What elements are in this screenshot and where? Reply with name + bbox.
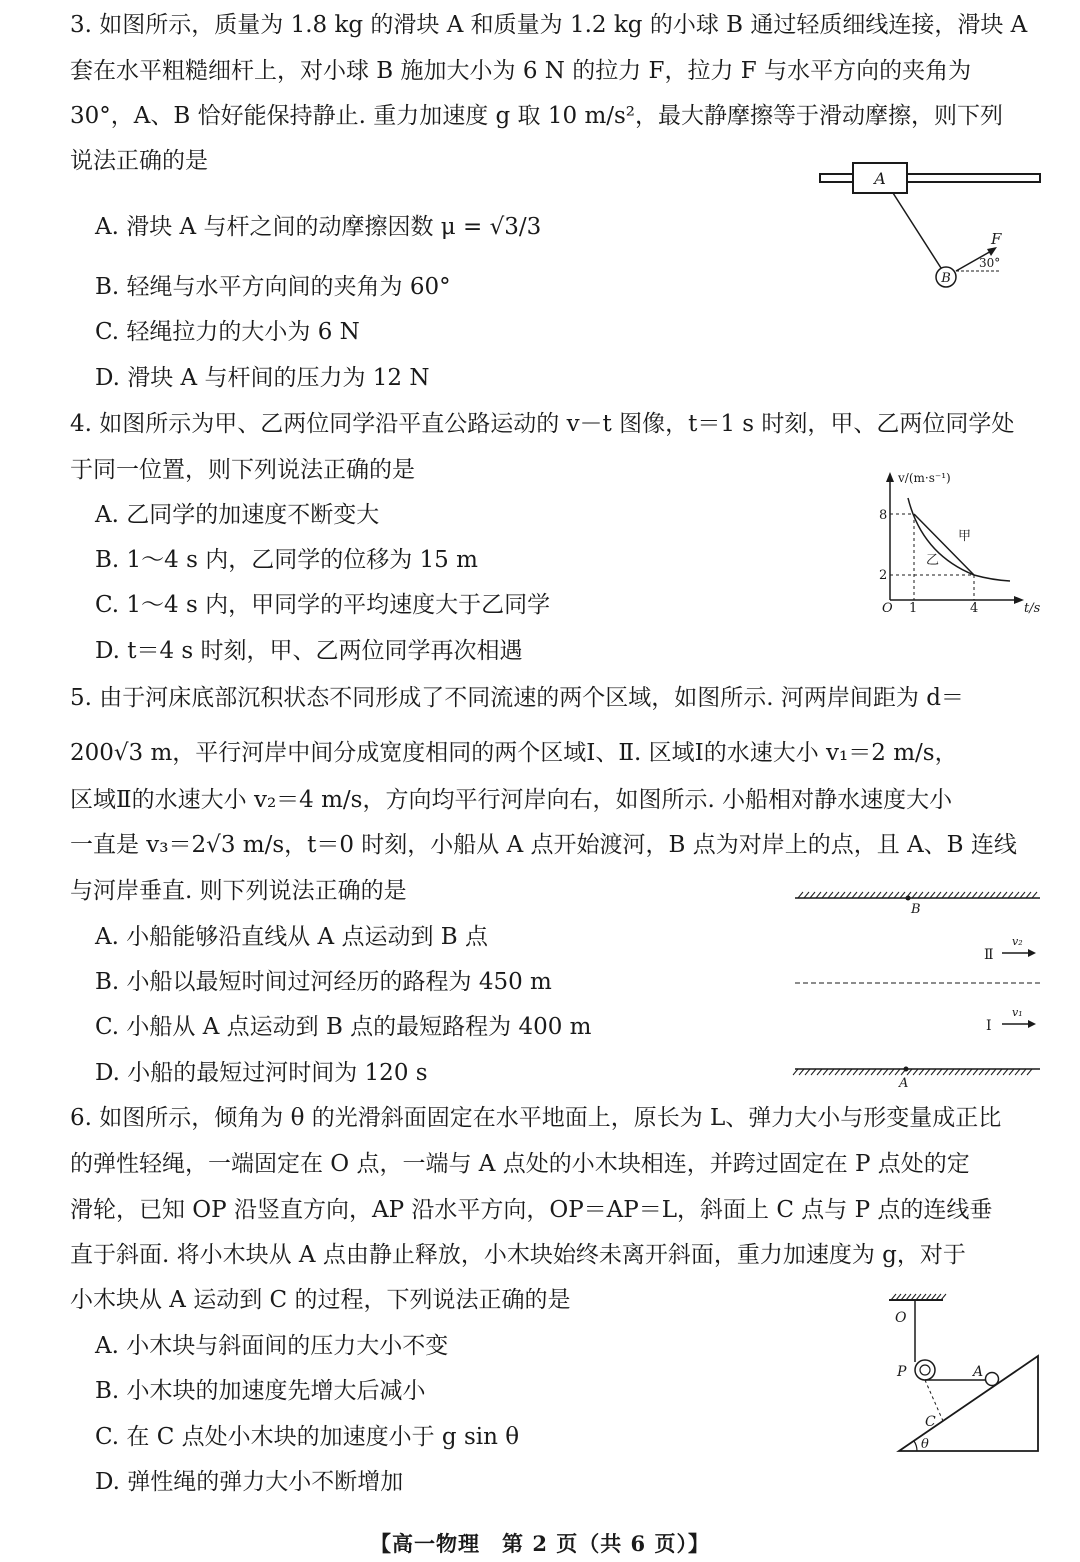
q5-stem-line-4: 一直是 v₃＝2√3 m/s，t＝0 时刻，小船从 A 点开始渡河，B 点为对岸上的点，且 A、B 连线: [70, 832, 1017, 858]
hatch-mark: [1026, 892, 1031, 898]
q5-stem-line-5: 与河岸垂直. 则下列说法正确的是: [70, 878, 407, 904]
q4-option-a: A. 乙同学的加速度不断变大: [95, 502, 380, 528]
hatch-mark: [877, 1069, 882, 1075]
q6-option-a: A. 小木块与斜面间的压力大小不变: [95, 1333, 449, 1359]
q5-river-figure: [790, 880, 1050, 1092]
hatch-mark: [930, 892, 935, 898]
hatch-mark: [810, 892, 815, 898]
q6-stem-line-1: 6. 如图所示，倾角为 θ 的光滑斜面固定在水平地面上，原长为 L、弹力大小与形变量成正比: [70, 1105, 1002, 1131]
q4-label-yi: 乙: [926, 553, 940, 568]
q3-label-b: B: [941, 271, 951, 286]
q4-option-c: C. 1～4 s 内，甲同学的平均速度大于乙同学: [95, 592, 551, 618]
hatch-mark: [997, 1069, 1002, 1075]
q5-stem-line-2: 200√3 m，平行河岸中间分成宽度相同的两个区域Ⅰ、Ⅱ. 区域Ⅰ的水速大小 v₁＝2 m/s，: [70, 740, 958, 766]
hatch-mark: [979, 1069, 984, 1075]
hatch-mark: [936, 892, 941, 898]
q4-vt-graph: [870, 462, 1050, 617]
hatch-mark: [900, 892, 905, 898]
hatch-mark: [835, 1069, 840, 1075]
hatch-mark: [876, 892, 881, 898]
q6-stem-line-4: 直于斜面. 将小木块从 A 点由静止释放，小木块始终未离开斜面，重力加速度为 g，对于: [70, 1242, 966, 1268]
q3-label-f: F: [991, 230, 1002, 248]
hatch-mark: [883, 1069, 888, 1075]
q3-stem-line-4: 说法正确的是: [70, 148, 208, 174]
q6-option-b: B. 小木块的加速度先增大后减小: [95, 1378, 426, 1404]
hatch-mark: [1020, 892, 1025, 898]
q4-stem-line-2: 于同一位置，则下列说法正确的是: [70, 457, 415, 483]
q4-origin: O: [882, 601, 893, 616]
q3-string: [893, 193, 941, 268]
hatch-mark: [823, 1069, 828, 1075]
hatch-mark: [967, 1069, 972, 1075]
q3-figure: [815, 155, 1045, 295]
hatch-mark: [871, 1069, 876, 1075]
q5-stem-line-3: 区域Ⅱ的水速大小 v₂＝4 m/s，方向均平行河岸向右，如图所示. 小船相对静水速度大小: [70, 787, 953, 813]
hatch-mark: [889, 1069, 894, 1075]
q5-label-a: A: [899, 1076, 909, 1091]
q5-v1-arrowhead: [1028, 1020, 1036, 1028]
hatch-mark: [828, 892, 833, 898]
q3-stem-line-2: 套在水平粗糙细杆上，对小球 B 施加大小为 6 N 的拉力 F，拉力 F 与水平方向的夹角为: [70, 58, 972, 84]
q3-option-c: C. 轻绳拉力的大小为 6 N: [95, 319, 360, 345]
q4-y-label: v/(m·s⁻¹): [898, 471, 951, 485]
hatch-mark: [990, 892, 995, 898]
hatch-mark: [829, 1069, 834, 1075]
q4-tick-4: 4: [970, 601, 979, 616]
hatch-mark: [859, 1069, 864, 1075]
hatch-mark: [984, 892, 989, 898]
hatch-mark: [941, 1294, 946, 1300]
q5-label-b: B: [911, 902, 921, 917]
q3-label-angle: 30°: [979, 256, 1001, 270]
hatch-mark: [1015, 1069, 1020, 1075]
hatch-mark: [912, 892, 917, 898]
hatch-mark: [978, 892, 983, 898]
q3-stem-line-3: 30°，A、B 恰好能保持静止. 重力加速度 g 取 10 m/s²，最大静摩擦等于滑动摩擦，则下列: [70, 103, 1004, 129]
hatch-mark: [955, 1069, 960, 1075]
q5-zone-1-label: Ⅰ: [986, 1018, 992, 1034]
hatch-mark: [942, 892, 947, 898]
q6-stem-line-3: 滑轮，已知 OP 沿竖直方向，AP 沿水平方向，OP＝AP＝L，斜面上 C 点与 P 点的连线垂: [70, 1197, 993, 1223]
hatch-mark: [949, 1069, 954, 1075]
q6-label-o: O: [895, 1310, 907, 1326]
q6-angle-arc: [914, 1441, 917, 1451]
hatch-mark: [870, 892, 875, 898]
q6-label-c: C: [925, 1414, 936, 1430]
hatch-mark: [931, 1069, 936, 1075]
hatch-mark: [864, 892, 869, 898]
page-footer: 【高一物理 第 2 页（共 6 页）】: [370, 1531, 710, 1556]
q5-option-b: B. 小船以最短时间过河经历的路程为 450 m: [95, 969, 552, 995]
hatch-mark: [822, 892, 827, 898]
hatch-mark: [913, 1069, 918, 1075]
q5-near-bank: [793, 1069, 1040, 1075]
hatch-mark: [846, 892, 851, 898]
hatch-mark: [966, 892, 971, 898]
hatch-mark: [858, 892, 863, 898]
q5-v2-label: v₂: [1012, 935, 1023, 948]
q4-x-axis-arrow: [1014, 596, 1024, 604]
q5-option-d: D. 小船的最短过河时间为 120 s: [95, 1060, 428, 1086]
q5-point-a: [904, 1067, 909, 1072]
hatch-mark: [817, 1069, 822, 1075]
hatch-mark: [937, 1069, 942, 1075]
hatch-mark: [841, 1069, 846, 1075]
hatch-mark: [804, 892, 809, 898]
q6-label-p: P: [897, 1364, 907, 1380]
hatch-mark: [985, 1069, 990, 1075]
q6-pulley: [915, 1360, 935, 1380]
q5-option-c: C. 小船从 A 点运动到 B 点的最短路程为 400 m: [95, 1014, 592, 1040]
hatch-mark: [925, 1069, 930, 1075]
hatch-mark: [1009, 1069, 1014, 1075]
q5-zone-2-label: Ⅱ: [984, 947, 994, 963]
q5-v1-label: v₁: [1012, 1006, 1023, 1019]
q4-x-label: t/s: [1024, 601, 1041, 616]
hatch-mark: [894, 892, 899, 898]
hatch-mark: [918, 892, 923, 898]
hatch-mark: [973, 1069, 978, 1075]
q5-option-a: A. 小船能够沿直线从 A 点运动到 B 点: [95, 924, 488, 950]
hatch-mark: [840, 892, 845, 898]
q6-option-c: C. 在 C 点处小木块的加速度小于 g sin θ: [95, 1424, 520, 1450]
hatch-mark: [1032, 892, 1037, 898]
q4-y-axis-arrow: [886, 472, 894, 482]
hatch-mark: [1002, 892, 1007, 898]
hatch-mark: [948, 892, 953, 898]
hatch-mark: [853, 1069, 858, 1075]
q3-force-arrowhead: [987, 247, 997, 256]
hatch-mark: [882, 892, 887, 898]
q6-option-d: D. 弹性绳的弹力大小不断增加: [95, 1469, 404, 1495]
q4-option-d: D. t＝4 s 时刻，甲、乙两位同学再次相遇: [95, 638, 523, 664]
hatch-mark: [919, 1069, 924, 1075]
q4-option-b: B. 1～4 s 内，乙同学的位移为 15 m: [95, 547, 478, 573]
hatch-mark: [805, 1069, 810, 1075]
hatch-mark: [1003, 1069, 1008, 1075]
hatch-mark: [834, 892, 839, 898]
hatch-mark: [961, 1069, 966, 1075]
hatch-mark: [943, 1069, 948, 1075]
hatch-mark: [1014, 892, 1019, 898]
q6-label-a: A: [973, 1364, 984, 1380]
hatch-mark: [811, 1069, 816, 1075]
hatch-mark: [865, 1069, 870, 1075]
hatch-mark: [798, 892, 803, 898]
hatch-mark: [1027, 1069, 1032, 1075]
q5-v2-arrowhead: [1028, 949, 1036, 957]
q3-option-b: B. 轻绳与水平方向间的夹角为 60°: [95, 274, 451, 300]
q6-label-theta: θ: [921, 1437, 929, 1452]
hatch-mark: [954, 892, 959, 898]
q4-tick-2: 2: [879, 568, 888, 583]
q4-label-jia: 甲: [958, 529, 972, 544]
hatch-mark: [799, 1069, 804, 1075]
q3-stem-line-1: 3. 如图所示，质量为 1.8 kg 的滑块 A 和质量为 1.2 kg 的小球 B 通过轻质细线连接，滑块 A: [70, 12, 1028, 38]
q5-far-bank: [795, 892, 1040, 898]
q5-stem-line-1: 5. 由于河床底部沉积状态不同形成了不同流速的两个区域，如图所示. 河两岸间距为 d＝: [70, 685, 964, 711]
q6-stem-line-5: 小木块从 A 运动到 C 的过程，下列说法正确的是: [70, 1287, 571, 1313]
hatch-mark: [852, 892, 857, 898]
hatch-mark: [960, 892, 965, 898]
q4-tick-8: 8: [879, 508, 888, 523]
hatch-mark: [847, 1069, 852, 1075]
hatch-mark: [996, 892, 1001, 898]
q3-label-a: A: [874, 169, 886, 188]
q4-stem-line-1: 4. 如图所示为甲、乙两位同学沿平直公路运动的 v－t 图像，t＝1 s 时刻，甲、乙两位同学处: [70, 411, 1015, 437]
q4-tick-1: 1: [909, 601, 918, 616]
hatch-mark: [972, 892, 977, 898]
hatch-mark: [888, 892, 893, 898]
hatch-mark: [793, 1069, 798, 1075]
q3-option-a: A. 滑块 A 与杆之间的动摩擦因数 μ = √3/3: [95, 214, 542, 240]
hatch-mark: [1021, 1069, 1026, 1075]
q6-incline-figure: [885, 1288, 1045, 1458]
q4-curve-jia: [914, 514, 974, 575]
q3-option-d: D. 滑块 A 与杆间的压力为 12 N: [95, 365, 430, 391]
q6-stem-line-2: 的弹性轻绳，一端固定在 O 点，一端与 A 点处的小木块相连，并跨过固定在 P 点处的定: [70, 1151, 970, 1177]
q5-point-b: [906, 896, 911, 901]
hatch-mark: [895, 1069, 900, 1075]
hatch-mark: [1008, 892, 1013, 898]
hatch-mark: [991, 1069, 996, 1075]
hatch-mark: [924, 892, 929, 898]
hatch-mark: [816, 892, 821, 898]
